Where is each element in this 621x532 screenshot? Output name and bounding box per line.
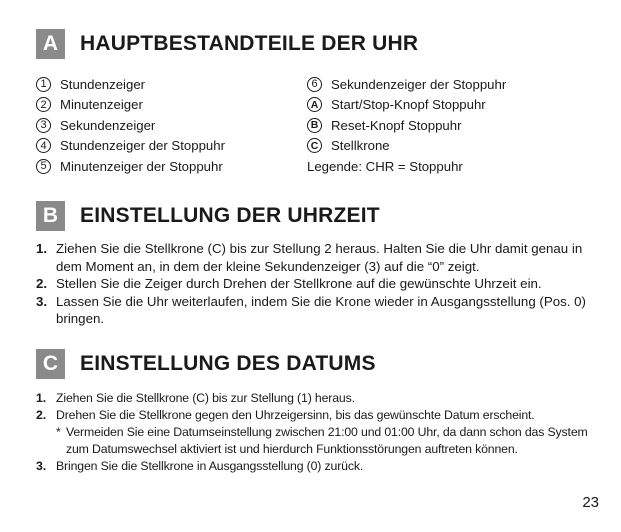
- legend-item: [36, 74, 225, 95]
- legend-note: Legende: CHR = Stoppuhr: [307, 158, 463, 174]
- legend-label: Stundenzeiger: [60, 76, 146, 92]
- section-b-title: EINSTELLUNG DER UHRZEIT: [80, 204, 380, 227]
- step-number: 3.: [36, 459, 46, 473]
- note-asterisk: *: [56, 425, 61, 439]
- section-c-title: EINSTELLUNG DES DATUMS: [80, 352, 376, 375]
- legend-marker: 5: [36, 159, 51, 174]
- section-c-steps: [36, 390, 606, 475]
- list-item: [36, 240, 606, 275]
- step-text: Ziehen Sie die Stellkrone (C) bis zur Stellung 2 heraus. Halten Sie die Uhr damit genau in dem Moment an, in dem der kleine Sekundenzeiger (3) auf die “0” zeigt.: [56, 241, 583, 274]
- step-number: 1.: [36, 241, 48, 256]
- section-b-letter-box: B: [36, 201, 65, 231]
- warning-note: [56, 424, 606, 458]
- legend-marker: 4: [36, 138, 51, 153]
- list-item: [36, 390, 606, 407]
- section-b-heading: [36, 201, 380, 231]
- legend-item: [36, 156, 225, 177]
- legend-label: Sekundenzeiger der Stoppuhr: [331, 76, 507, 92]
- legend-left-column: [36, 74, 225, 177]
- step-text: Ziehen Sie die Stellkrone (C) bis zur Stellung (1) heraus.: [56, 391, 355, 405]
- legend-item: [307, 115, 506, 136]
- step-number: 2.: [36, 408, 46, 422]
- section-c-heading: [36, 349, 376, 379]
- section-a-letter-box: A: [36, 29, 65, 59]
- legend-item: [307, 74, 506, 95]
- legend-label: Stundenzeiger der Stoppuhr: [60, 138, 225, 154]
- legend-marker: 3: [36, 118, 51, 133]
- legend-item: [36, 136, 225, 157]
- legend-marker: 2: [36, 97, 51, 112]
- list-item: [36, 458, 606, 475]
- step-number: 2.: [36, 276, 48, 291]
- step-number: 3.: [36, 293, 48, 309]
- step-text: Lassen Sie die Uhr weiterlaufen, indem Sie die Krone wieder in Ausgangsstellung (Pos. 0) bringen.: [56, 293, 586, 326]
- list-item: [36, 275, 606, 293]
- legend-label: Sekundenzeiger: [60, 117, 156, 133]
- legend-marker: A: [307, 97, 322, 112]
- legend-marker: B: [307, 118, 322, 133]
- legend-label: Reset-Knopf Stoppuhr: [331, 117, 462, 133]
- legend-item: [36, 115, 225, 136]
- legend-marker: 1: [36, 77, 51, 92]
- legend-label: Minutenzeiger: [60, 97, 143, 113]
- section-a-title: HAUPTBESTANDTEILE DER UHR: [80, 32, 419, 55]
- legend-item: [307, 95, 506, 116]
- section-b-steps: [36, 240, 606, 328]
- page-number: 23: [582, 494, 599, 511]
- legend-label: Stellkrone: [331, 138, 390, 154]
- section-c-letter-box: C: [36, 349, 65, 379]
- step-text: Drehen Sie die Stellkrone gegen den Uhrzeigersinn, bis das gewünschte Datum erscheint.: [56, 408, 535, 422]
- step-number: 1.: [36, 391, 46, 405]
- note-text: Vermeiden Sie eine Datumseinstellung zwischen 21:00 und 01:00 Uhr, da dann schon das System zum Datumswechsel aktiviert ist und hierdurch Funktionsstörungen auftreten können.: [66, 425, 588, 456]
- legend-right-column: [307, 74, 506, 177]
- step-text: Bringen Sie die Stellkrone in Ausgangsstellung (0) zurück.: [56, 459, 364, 473]
- legend-label: Start/Stop-Knopf Stoppuhr: [331, 97, 486, 113]
- legend-marker: C: [307, 138, 322, 153]
- legend-label: Minutenzeiger der Stoppuhr: [60, 158, 223, 174]
- step-text: Stellen Sie die Zeiger durch Drehen der Stellkrone auf die gewünschte Uhrzeit ein.: [56, 276, 542, 291]
- list-item: [36, 407, 606, 458]
- list-item: [36, 293, 606, 328]
- legend-item: [307, 136, 506, 157]
- section-a-heading: [36, 29, 418, 59]
- legend-marker: 6: [307, 77, 322, 92]
- legend-item: [36, 95, 225, 116]
